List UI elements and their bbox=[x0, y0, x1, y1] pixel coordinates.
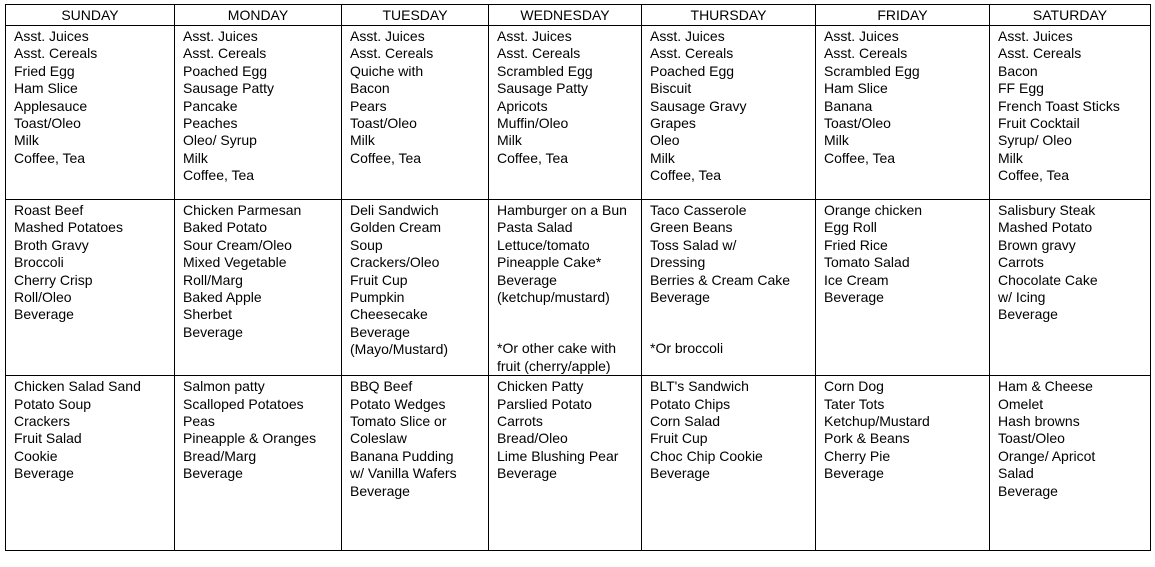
menu-item: Beverage bbox=[497, 465, 557, 482]
menu-item: Fruit Cup bbox=[350, 271, 408, 288]
menu-item: Salad bbox=[998, 465, 1034, 482]
menu-item: Banana bbox=[824, 97, 873, 114]
menu-item: Peas bbox=[183, 413, 215, 430]
breakfast-cell-saturday bbox=[990, 26, 1151, 200]
menu-item: Potato Chips bbox=[650, 395, 731, 412]
menu-item: Apricots bbox=[497, 97, 548, 114]
menu-item: Mashed Potatoes bbox=[14, 219, 123, 236]
menu-item: Beverage bbox=[998, 482, 1058, 499]
menu-item: Fried Egg bbox=[14, 62, 75, 79]
menu-item: Asst. Juices bbox=[824, 28, 899, 44]
lunch-cell-wednesday bbox=[489, 200, 642, 376]
menu-item: Roll/Oleo bbox=[14, 289, 72, 306]
day-header-wednesday: WEDNESDAY bbox=[489, 5, 642, 26]
menu-item: Cheesecake bbox=[350, 306, 428, 323]
menu-item: Parslied Potato bbox=[497, 395, 592, 412]
menu-item: Beverage bbox=[650, 465, 710, 482]
menu-item: Chicken Salad Sand bbox=[14, 378, 141, 395]
dinner-cell-saturday bbox=[990, 376, 1151, 551]
menu-item: Scrambled Egg bbox=[497, 62, 593, 79]
menu-item: Lime Blushing Pear bbox=[497, 447, 619, 464]
dinner-cell-thursday bbox=[642, 376, 816, 551]
menu-item: Asst. Juices bbox=[350, 28, 425, 44]
menu-item: Scalloped Potatoes bbox=[183, 395, 304, 412]
menu-item: Coffee, Tea bbox=[497, 149, 569, 166]
menu-item: *Or broccoli bbox=[650, 340, 724, 357]
breakfast-cell-tuesday bbox=[342, 26, 489, 200]
menu-item: Sour Cream/Oleo bbox=[183, 236, 292, 253]
menu-item: Milk bbox=[998, 149, 1023, 166]
menu-item: Choc Chip Cookie bbox=[650, 447, 763, 464]
day-header-monday: MONDAY bbox=[175, 5, 342, 26]
day-header-tuesday: TUESDAY bbox=[342, 5, 489, 26]
menu-item: Cherry Crisp bbox=[14, 271, 93, 288]
menu-item: Biscuit bbox=[650, 80, 692, 97]
menu-item: Oleo/ Syrup bbox=[183, 132, 257, 149]
menu-item: Corn Salad bbox=[650, 413, 721, 430]
menu-item: Pears bbox=[350, 97, 387, 114]
menu-item: Baked Potato bbox=[183, 219, 268, 236]
menu-item: Pasta Salad bbox=[497, 219, 573, 236]
menu-item: Beverage bbox=[497, 271, 557, 288]
menu-item: Berries & Cream Cake bbox=[650, 271, 791, 288]
menu-item: Banana Pudding bbox=[350, 447, 454, 464]
menu-item: Beverage bbox=[650, 289, 710, 306]
menu-item: Broccoli bbox=[14, 254, 64, 271]
menu-item: Coffee, Tea bbox=[824, 149, 896, 166]
menu-item: Sausage Patty bbox=[183, 80, 275, 97]
menu-item: Coffee, Tea bbox=[650, 167, 722, 184]
dinner-cell-tuesday bbox=[342, 376, 489, 551]
menu-item: Pineapple & Oranges bbox=[183, 430, 317, 447]
menu-item: Fruit Salad bbox=[14, 430, 82, 447]
menu-item: Carrots bbox=[497, 413, 543, 430]
menu-item: Asst. Cereals bbox=[183, 45, 267, 62]
menu-item: Muffin/Oleo bbox=[497, 115, 569, 132]
menu-item: w/ Vanilla Wafers bbox=[350, 465, 457, 482]
menu-item: (ketchup/mustard) bbox=[497, 289, 610, 306]
menu-item: Coffee, Tea bbox=[14, 149, 86, 166]
menu-item: Coffee, Tea bbox=[998, 167, 1070, 184]
menu-item: Tomato Salad bbox=[824, 254, 910, 271]
menu-item: Omelet bbox=[998, 395, 1044, 412]
lunch-cell-sunday bbox=[6, 200, 175, 376]
dinner-row bbox=[6, 376, 1151, 551]
menu-item: Beverage bbox=[183, 323, 243, 340]
menu-item: Toss Salad w/ bbox=[650, 236, 737, 253]
menu-item: Tomato Slice or bbox=[350, 413, 447, 430]
menu-item: Corn Dog bbox=[824, 378, 884, 395]
menu-item: Bread/Marg bbox=[183, 447, 257, 464]
menu-item: Coffee, Tea bbox=[350, 149, 422, 166]
menu-item: Pork & Beans bbox=[824, 430, 910, 447]
menu-item: Soup bbox=[350, 236, 383, 253]
day-header-friday: FRIDAY bbox=[816, 5, 990, 26]
menu-item: Asst. Cereals bbox=[497, 45, 581, 62]
breakfast-cell-thursday bbox=[642, 26, 816, 200]
menu-item: Asst. Juices bbox=[998, 28, 1073, 44]
menu-item: Asst. Cereals bbox=[350, 45, 434, 62]
weekly-menu-table bbox=[5, 4, 1151, 551]
menu-item: Asst. Juices bbox=[14, 28, 89, 44]
menu-item: Egg Roll bbox=[824, 219, 877, 236]
menu-item: Mixed Vegetable bbox=[183, 254, 287, 271]
menu-item: Beverage bbox=[350, 323, 410, 340]
breakfast-cell-friday bbox=[816, 26, 990, 200]
menu-item: Broth Gravy bbox=[14, 236, 89, 253]
menu-item: Fruit Cocktail bbox=[998, 115, 1080, 132]
menu-item: BLT's Sandwich bbox=[650, 378, 749, 395]
lunch-cell-tuesday bbox=[342, 200, 489, 376]
menu-item: Salisbury Steak bbox=[998, 202, 1096, 218]
day-header-sunday: SUNDAY bbox=[6, 5, 175, 26]
day-header-saturday: SATURDAY bbox=[990, 5, 1151, 26]
menu-item: Taco Casserole bbox=[650, 202, 747, 218]
menu-item: Asst. Cereals bbox=[14, 45, 98, 62]
menu-item: Ham Slice bbox=[14, 80, 78, 97]
menu-item: Beverage bbox=[14, 465, 74, 482]
menu-item: Orange chicken bbox=[824, 202, 923, 218]
menu-item: Bacon bbox=[998, 62, 1038, 79]
menu-item: Asst. Cereals bbox=[824, 45, 908, 62]
menu-item: Bacon bbox=[350, 80, 390, 97]
menu-item: Asst. Juices bbox=[183, 28, 258, 44]
menu-item: Asst. Cereals bbox=[998, 45, 1082, 62]
menu-item: Chicken Patty bbox=[497, 378, 584, 395]
menu-item: Beverage bbox=[350, 482, 410, 499]
dinner-cell-wednesday bbox=[489, 376, 642, 551]
lunch-cell-thursday bbox=[642, 200, 816, 376]
menu-item: fruit (cherry/apple) bbox=[497, 357, 611, 374]
menu-item: Baked Apple bbox=[183, 289, 262, 306]
menu-item: Sausage Patty bbox=[497, 80, 589, 97]
menu-item: Milk bbox=[497, 132, 522, 149]
menu-item: Lettuce/tomato bbox=[497, 236, 590, 253]
menu-item: Pancake bbox=[183, 97, 238, 114]
menu-item: Toast/Oleo bbox=[824, 115, 891, 132]
menu-item: Hash browns bbox=[998, 413, 1080, 430]
menu-item: Dressing bbox=[650, 254, 706, 271]
menu-item: Beverage bbox=[14, 306, 74, 323]
menu-item: Fried Rice bbox=[824, 236, 888, 253]
menu-item: Sausage Gravy bbox=[650, 97, 747, 114]
menu-item: Pineapple Cake* bbox=[497, 254, 602, 271]
menu-item: BBQ Beef bbox=[350, 378, 413, 395]
day-header-row bbox=[6, 5, 1151, 26]
menu-item: Toast/Oleo bbox=[14, 115, 81, 132]
lunch-cell-friday bbox=[816, 200, 990, 376]
menu-item: Oleo bbox=[650, 132, 680, 149]
menu-item: Brown gravy bbox=[998, 236, 1076, 253]
menu-item: Poached Egg bbox=[650, 62, 735, 79]
menu-item: Milk bbox=[14, 132, 39, 149]
dinner-cell-friday bbox=[816, 376, 990, 551]
dinner-cell-monday bbox=[175, 376, 342, 551]
breakfast-cell-monday bbox=[175, 26, 342, 200]
menu-item: Asst. Juices bbox=[497, 28, 572, 44]
lunch-row bbox=[6, 200, 1151, 376]
menu-item: Cookie bbox=[14, 447, 58, 464]
menu-item: Applesauce bbox=[14, 97, 88, 114]
menu-item: Ham Slice bbox=[824, 80, 888, 97]
menu-item: Carrots bbox=[998, 254, 1044, 271]
menu-item: Beverage bbox=[824, 289, 884, 306]
dinner-cell-sunday bbox=[6, 376, 175, 551]
menu-item: Toast/Oleo bbox=[998, 430, 1065, 447]
lunch-cell-saturday bbox=[990, 200, 1151, 376]
menu-item: Ice Cream bbox=[824, 271, 889, 288]
menu-item: Salmon patty bbox=[183, 378, 265, 395]
breakfast-cell-sunday bbox=[6, 26, 175, 200]
menu-item: Pumpkin bbox=[350, 289, 405, 306]
menu-item: Potato Wedges bbox=[350, 395, 446, 412]
menu-item: Potato Soup bbox=[14, 395, 92, 412]
menu-item: Mashed Potato bbox=[998, 219, 1093, 236]
menu-item: Green Beans bbox=[650, 219, 733, 236]
menu-item: Milk bbox=[824, 132, 849, 149]
menu-item: Ketchup/Mustard bbox=[824, 413, 930, 430]
breakfast-row bbox=[6, 26, 1151, 200]
menu-item: Golden Cream bbox=[350, 219, 442, 236]
menu-item: Coleslaw bbox=[350, 430, 407, 447]
day-header-thursday: THURSDAY bbox=[642, 5, 816, 26]
lunch-cell-monday bbox=[175, 200, 342, 376]
menu-item: Beverage bbox=[824, 465, 884, 482]
menu-item: Beverage bbox=[998, 306, 1058, 323]
menu-body bbox=[6, 26, 1151, 551]
menu-item: Hamburger on a Bun bbox=[497, 202, 627, 218]
menu-item: Scrambled Egg bbox=[824, 62, 920, 79]
menu-item: Fruit Cup bbox=[650, 430, 708, 447]
menu-item: Milk bbox=[350, 132, 375, 149]
menu-item: Tater Tots bbox=[824, 395, 885, 412]
menu-item: FF Egg bbox=[998, 80, 1044, 97]
menu-item: (Mayo/Mustard) bbox=[350, 341, 449, 358]
menu-item: Peaches bbox=[183, 115, 238, 132]
menu-item: Asst. Juices bbox=[650, 28, 725, 44]
menu-item: French Toast Sticks bbox=[998, 97, 1120, 114]
menu-item: Chicken Parmesan bbox=[183, 202, 302, 218]
menu-item: Coffee, Tea bbox=[183, 167, 255, 184]
menu-item: Roll/Marg bbox=[183, 271, 243, 288]
menu-item: Ham & Cheese bbox=[998, 378, 1093, 395]
menu-item: Roast Beef bbox=[14, 202, 84, 218]
menu-item: Crackers bbox=[14, 413, 71, 430]
menu-item: Crackers/Oleo bbox=[350, 254, 440, 271]
menu-item: Asst. Cereals bbox=[650, 45, 734, 62]
menu-item: Orange/ Apricot bbox=[998, 447, 1096, 464]
menu-item: Grapes bbox=[650, 115, 696, 132]
menu-item: Toast/Oleo bbox=[350, 115, 417, 132]
menu-item: Chocolate Cake bbox=[998, 271, 1098, 288]
menu-item: Milk bbox=[183, 149, 208, 166]
menu-item: *Or other cake with bbox=[497, 340, 617, 357]
breakfast-cell-wednesday bbox=[489, 26, 642, 200]
menu-item: Quiche with bbox=[350, 62, 424, 79]
menu-item: Syrup/ Oleo bbox=[998, 132, 1072, 149]
menu-item: Cherry Pie bbox=[824, 447, 891, 464]
menu-item: Milk bbox=[650, 149, 675, 166]
menu-item: Poached Egg bbox=[183, 62, 268, 79]
menu-item: Deli Sandwich bbox=[350, 202, 439, 218]
menu-item: Beverage bbox=[183, 465, 243, 482]
menu-item: Bread/Oleo bbox=[497, 430, 568, 447]
menu-item: Sherbet bbox=[183, 306, 233, 323]
menu-item: w/ Icing bbox=[998, 289, 1046, 306]
